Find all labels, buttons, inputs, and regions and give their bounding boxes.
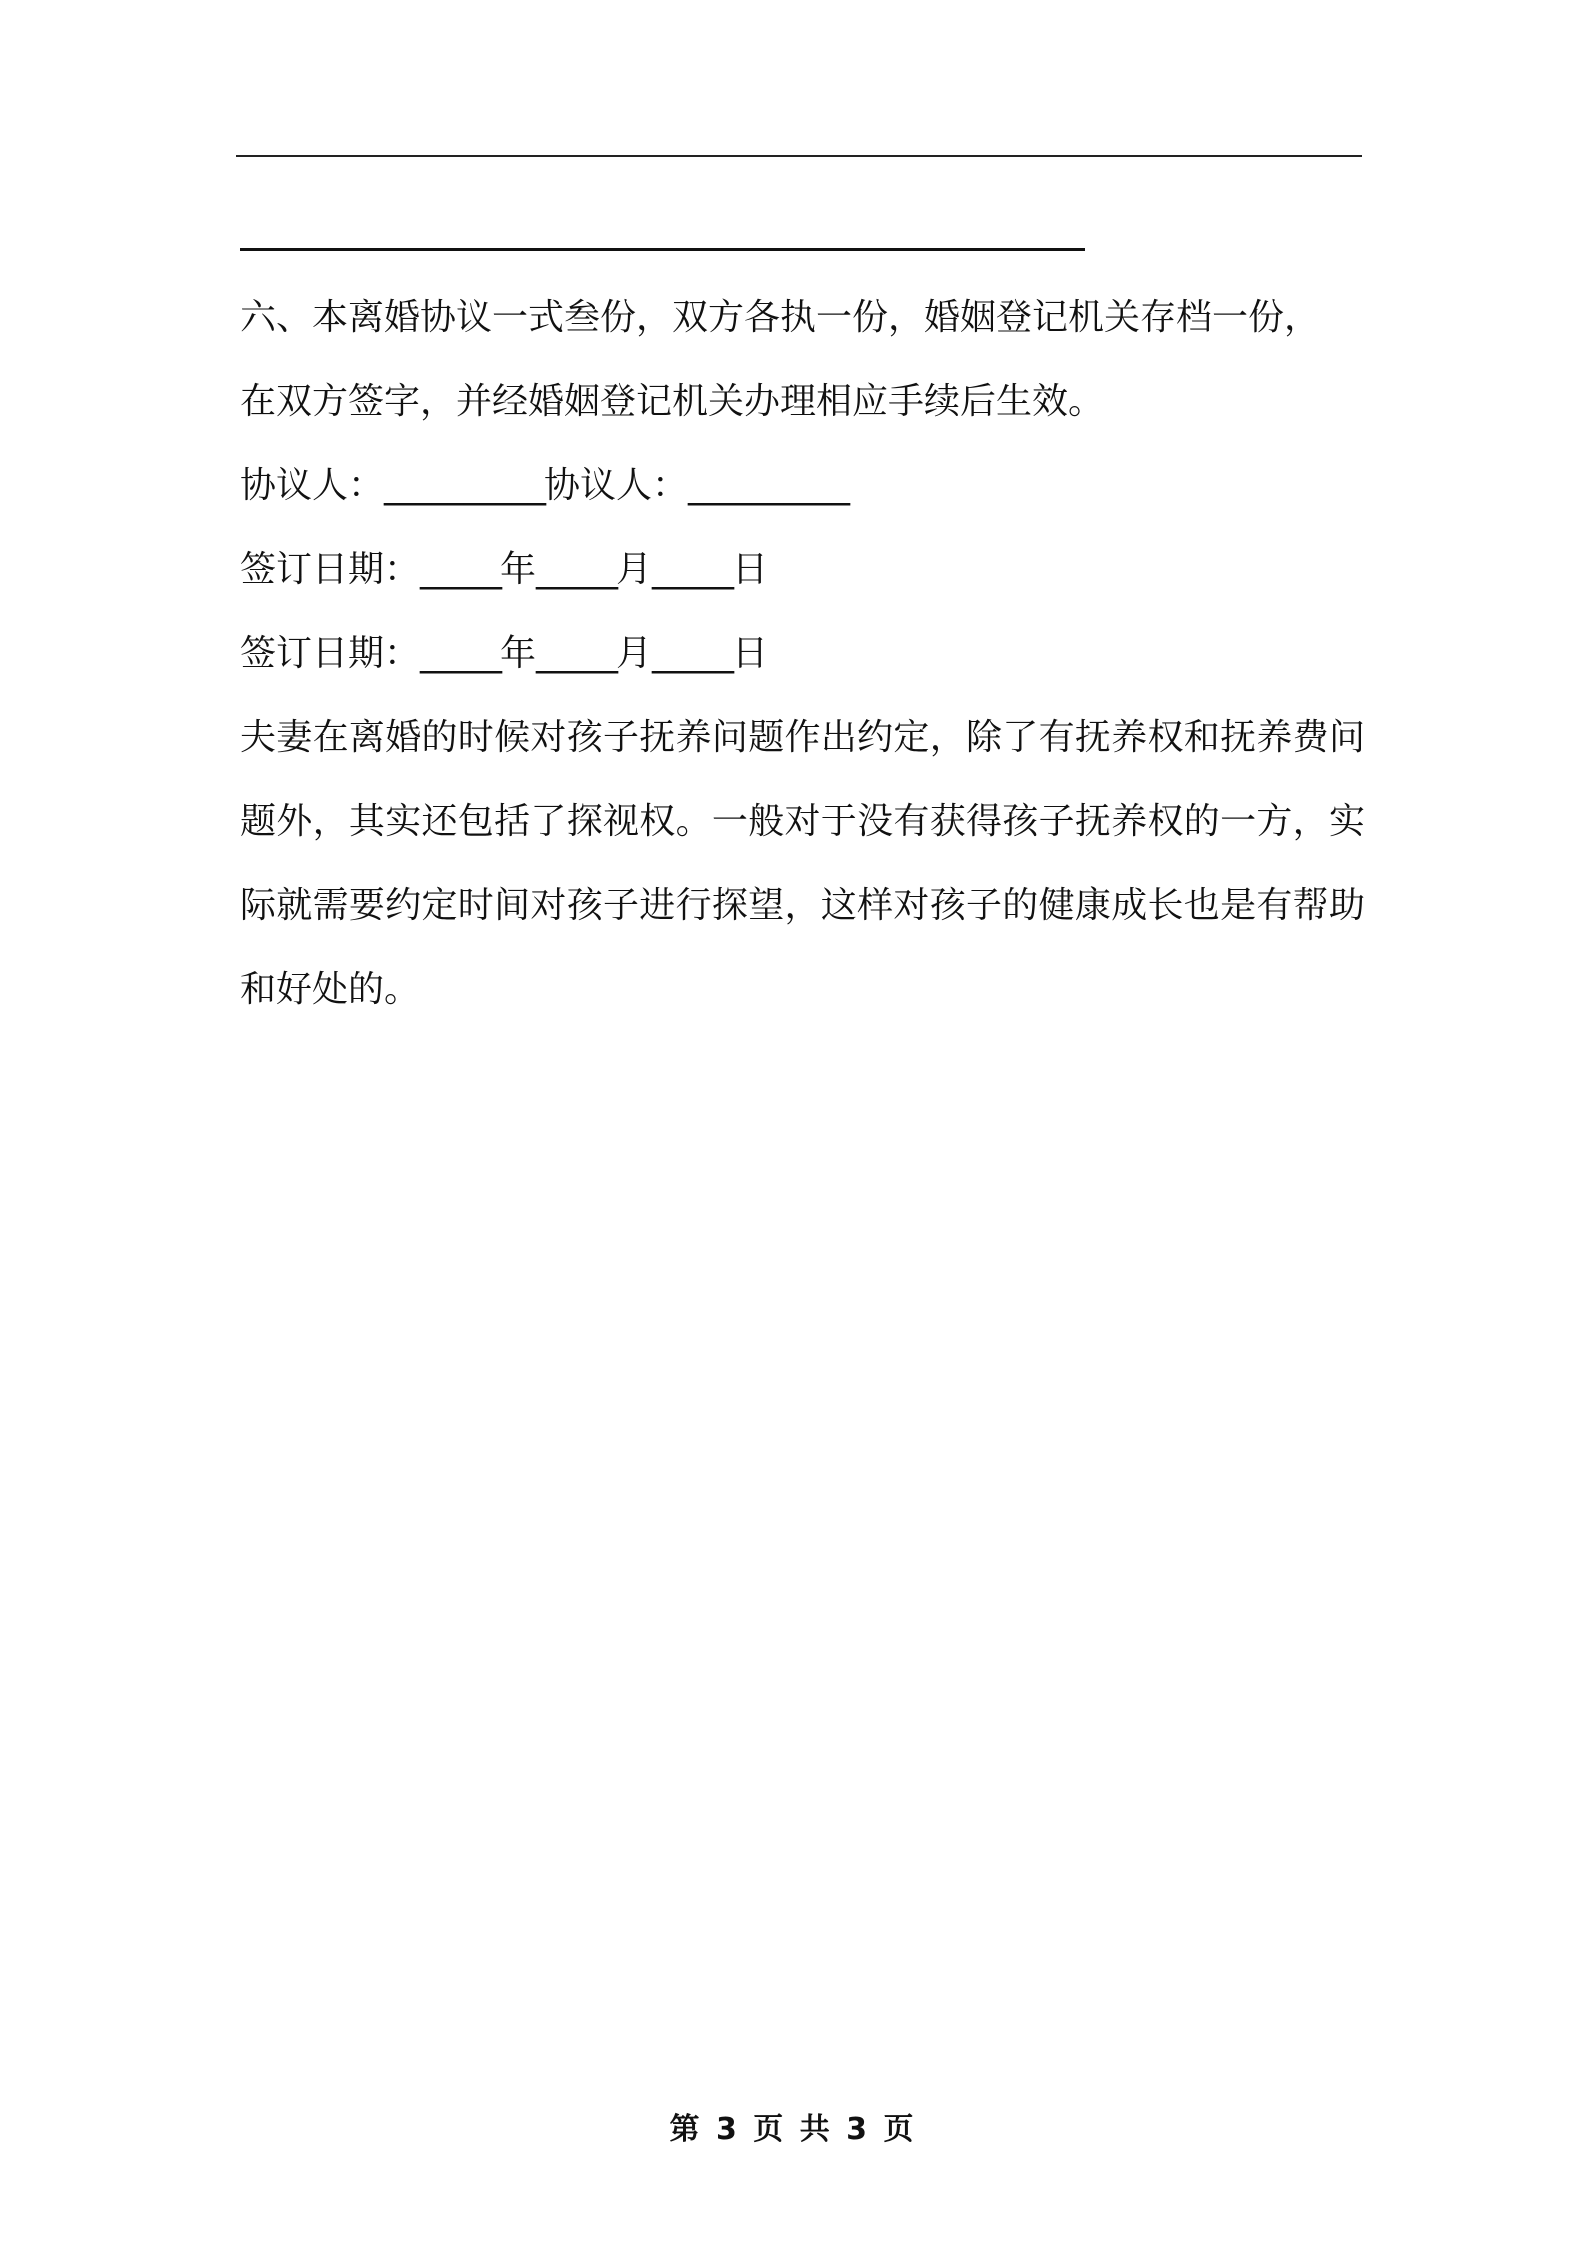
- signer-1-blank: __________: [384, 465, 545, 506]
- custody-note-paragraph: 夫妻在离婚的时候对孩子抚养问题作出约定，除了有抚养权和抚养费问题外，其实还包括了探视权。一般对于没有获得孩子抚养权的一方，实际就需要约定时间对孩子进行探望，这样对孩子的健康成长也是有帮助和好处的。: [240, 717, 1365, 1010]
- sign-date-label: 签订日期：: [240, 549, 421, 590]
- signers-line: [240, 444, 1365, 528]
- signer-1-label: 协议人：: [240, 465, 385, 506]
- year-label: 年: [500, 549, 537, 590]
- year-blank: _____: [420, 549, 501, 590]
- signer-2-blank: __________: [688, 465, 849, 506]
- page-number-footer: 第 3 页 共 3 页: [669, 2112, 917, 2147]
- clause-six-line-1: 六、本离婚协议一式叁份，双方各执一份，婚姻登记机关存档一份，: [240, 297, 1321, 338]
- day-label: 日: [732, 633, 769, 674]
- document-body: [240, 220, 1365, 1032]
- sign-date-line-2: [240, 612, 1365, 696]
- day-label: 日: [732, 549, 769, 590]
- sign-date-label: 签订日期：: [240, 633, 421, 674]
- month-blank: _____: [536, 633, 617, 674]
- day-blank: _____: [652, 633, 733, 674]
- clause-six-line-2: 在双方签字，并经婚姻登记机关办理相应手续后生效。: [240, 381, 1105, 422]
- month-label: 月: [616, 549, 653, 590]
- year-label: 年: [500, 633, 537, 674]
- month-blank: _____: [536, 549, 617, 590]
- year-blank: _____: [420, 633, 501, 674]
- sign-date-line-1: [240, 528, 1365, 612]
- blank-fill-rule: [240, 248, 1085, 251]
- signer-2-label: 协议人：: [544, 465, 689, 506]
- month-label: 月: [616, 633, 653, 674]
- header-divider: [236, 155, 1362, 157]
- blank-fill-line: [240, 220, 1365, 256]
- day-blank: _____: [652, 549, 733, 590]
